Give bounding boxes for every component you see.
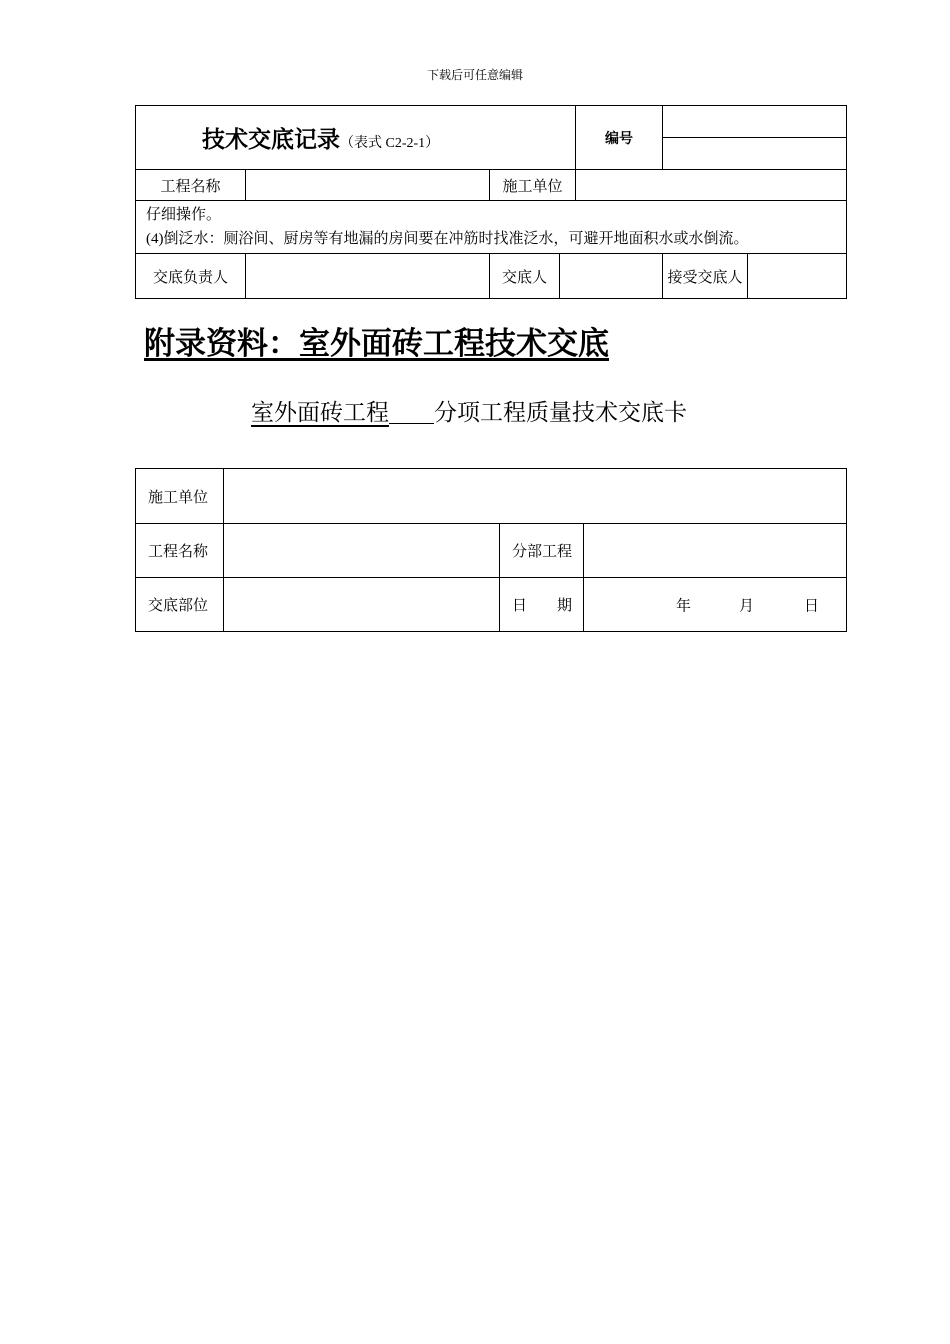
number-field[interactable] <box>663 106 847 170</box>
sub-project-field[interactable] <box>584 524 847 578</box>
project-name-field[interactable] <box>246 170 490 201</box>
appendix-title: 附录资料：室外面砖工程技术交底 <box>144 326 609 362</box>
position-label: 交底部位 <box>136 578 224 632</box>
record-title-cell <box>136 106 576 170</box>
sub-project-label: 分部工程 <box>500 524 584 578</box>
disclosure-card-table <box>135 468 847 632</box>
content-line: 仔细操作。 <box>146 207 222 223</box>
content-line: (4)倒泛水：厕浴间、厨房等有地漏的房间要在冲筋时找准泛水，可避开地面积水或水倒流。 <box>146 231 749 247</box>
card-project-name-label: 工程名称 <box>136 524 224 578</box>
discloser-field[interactable] <box>560 254 663 299</box>
card-title-blank <box>389 422 434 424</box>
disclosure-content <box>136 201 847 254</box>
card-construction-unit-label: 施工单位 <box>136 469 224 524</box>
disclosure-record-table <box>135 105 847 299</box>
discloser-label: 交底人 <box>490 254 560 299</box>
card-project-name-field[interactable] <box>224 524 500 578</box>
year-label: 年 <box>676 598 692 614</box>
header-note: 下载后可任意编辑 <box>426 68 523 82</box>
card-title-rest: 分项工程质量技术交底卡 <box>434 400 687 426</box>
receiver-field[interactable] <box>748 254 847 299</box>
record-title: 技术交底记录 <box>202 127 340 153</box>
card-construction-unit-field[interactable] <box>224 469 847 524</box>
form-code: （表式 C2-2-1） <box>340 136 440 151</box>
number-field-line-1 <box>663 106 846 138</box>
month-label: 月 <box>739 598 755 614</box>
number-field-line-2 <box>663 138 846 169</box>
receiver-label: 接受交底人 <box>663 254 748 299</box>
construction-unit-field[interactable] <box>576 170 847 201</box>
date-label: 日 期 <box>500 578 584 632</box>
responsible-field[interactable] <box>246 254 490 299</box>
position-field[interactable] <box>224 578 500 632</box>
responsible-label: 交底负责人 <box>136 254 246 299</box>
card-title-project: 室外面砖工程 <box>251 400 389 426</box>
card-title <box>251 394 687 427</box>
day-label: 日 <box>804 598 820 614</box>
construction-unit-label: 施工单位 <box>490 170 576 201</box>
number-label: 编号 <box>576 106 663 170</box>
project-name-label: 工程名称 <box>136 170 246 201</box>
date-field[interactable] <box>584 578 847 632</box>
